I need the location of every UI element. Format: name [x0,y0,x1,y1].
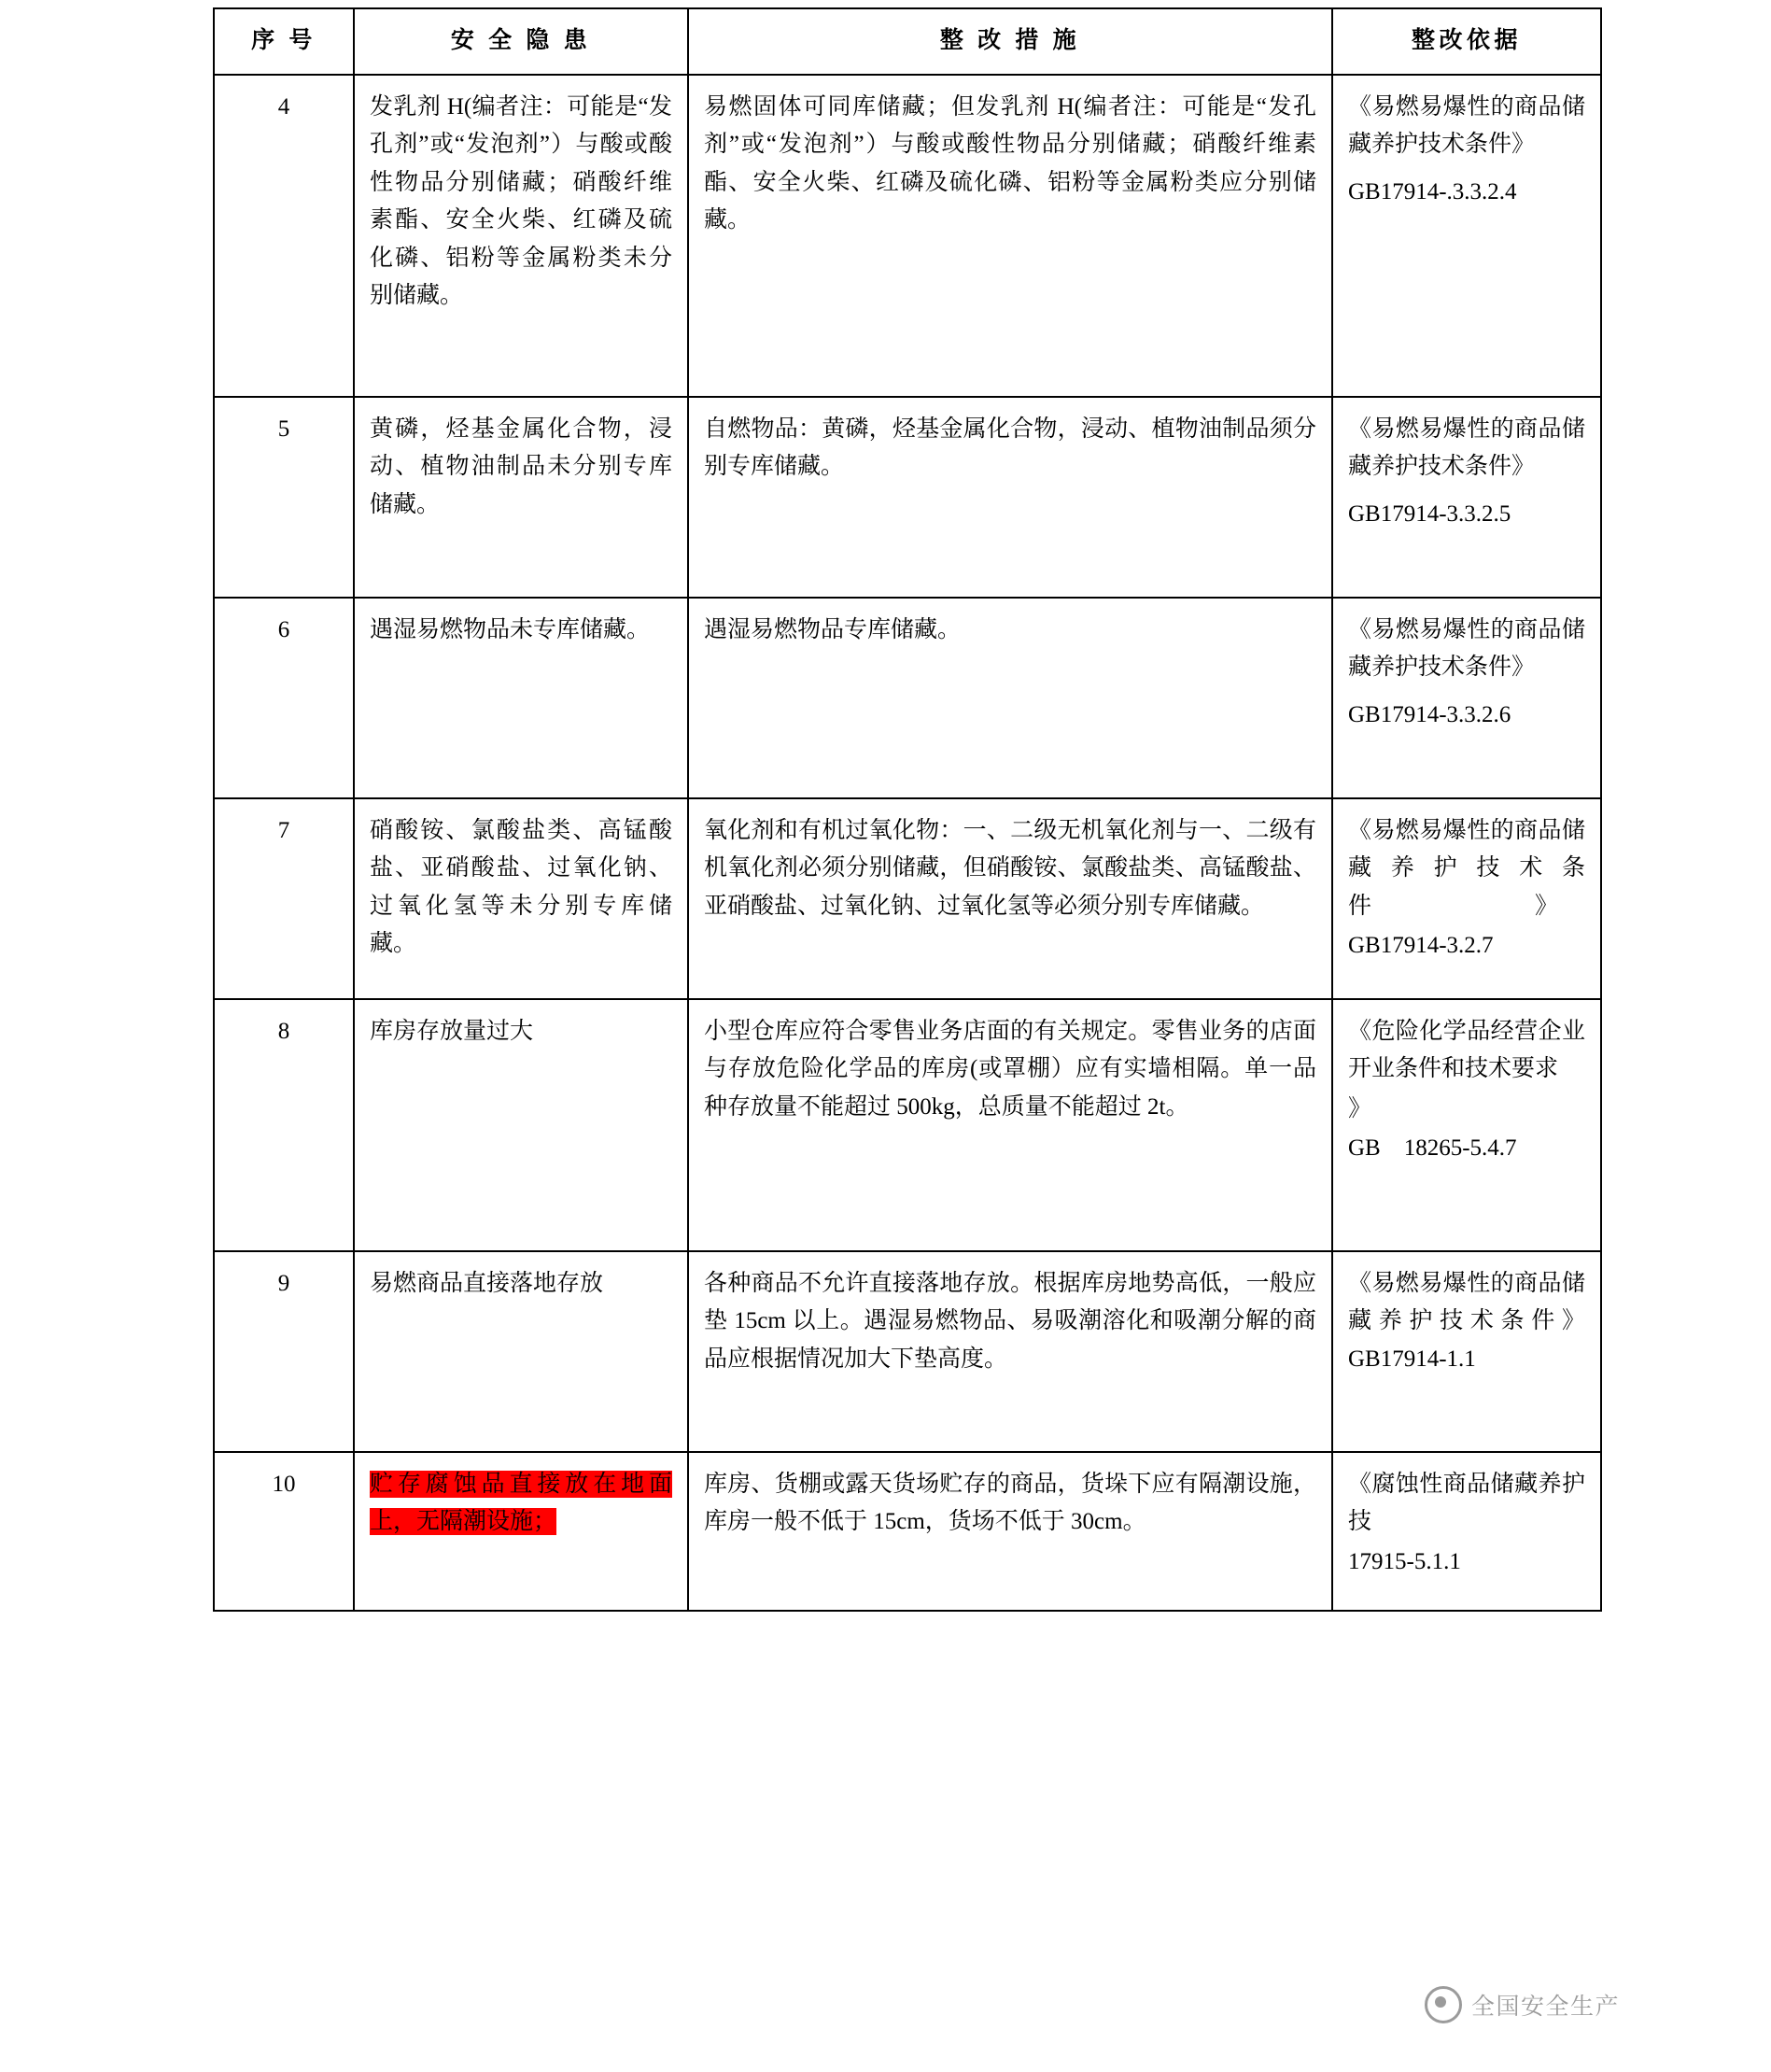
table-row [214,1251,1601,1452]
table-row [214,397,1601,598]
row-hazard [354,598,688,798]
row-number: 10 [214,1452,354,1611]
measure-text: 易燃固体可同库储藏；但发乳剂 H(编者注：可能是“发孔剂”或“发泡剂”）与酸或酸性物品分别储藏；硝酸纤维素酯、安全火柴、红磷及硫化磷、铝粉等金属粉类应分别储藏。 [704,93,1316,233]
basis-code: GB17914-3.3.2.5 [1348,500,1511,527]
row-measure [688,397,1332,598]
basis-title: 《腐蚀性商品储藏养护技 [1348,1471,1585,1534]
hazard-text: 库房存放量过大 [370,1018,534,1044]
measure-text: 氧化剂和有机过氧化物：一、二级无机氧化剂与一、二级有机氧化剂必须分别储藏，但硝酸铵、氯酸盐类、高锰酸盐、亚硝酸盐、过氧化钠、过氧化氢等必须分别专库储藏。 [704,817,1316,919]
row-hazard [354,397,688,598]
hazard-text: 硝酸铵、氯酸盐类、高锰酸盐、亚硝酸盐、过氧化钠、过氧化氢等未分别专库储藏。 [370,817,672,956]
row-basis [1332,798,1601,999]
row-measure [688,1452,1332,1611]
row-hazard [354,1452,688,1611]
row-measure [688,798,1332,999]
hazard-text-highlight [370,1466,672,1542]
measure-text: 小型仓库应符合零售业务店面的有关规定。零售业务的店面与存放危险化学品的库房(或罩棚）应有实墙相隔。单一品种存放量不能超过 500kg，总质量不能超过 2t。 [704,1018,1316,1120]
watermark [1425,1986,1620,2023]
header-cell-hazard: 安 全 隐 患 [354,8,688,75]
row-number: 8 [214,999,354,1251]
measure-text: 库房、货棚或露天货场贮存的商品，货垛下应有隔潮设施，库房一般不低于 15cm，货场不低于 30cm。 [704,1471,1316,1534]
row-basis [1332,598,1601,798]
row-measure [688,598,1332,798]
highlight-mark: 贮存腐蚀品直接放在地面上，无隔潮设施； [370,1471,672,1534]
basis-code: GB 18265-5.4.7 [1348,1135,1517,1161]
safety-hazard-table [213,7,1602,1612]
row-hazard [354,999,688,1251]
basis-title: 《易燃易爆性的商品储藏养护技术条件 》 [1348,817,1585,919]
basis-title: 《易燃易爆性的商品储藏养护技术条件》 [1348,616,1585,680]
hazard-text: 遇湿易燃物品未专库储藏。 [370,616,651,642]
row-basis [1332,397,1601,598]
row-number: 6 [214,598,354,798]
basis-title: 《危险化学品经营企业开业条件和技术要求 [1348,1018,1585,1081]
header-cell-basis: 整改依据 [1332,8,1601,75]
row-basis [1332,75,1601,397]
basis-title: 《易燃易爆性的商品储藏养护技术条件》GB17914-1.1 [1348,1270,1585,1372]
header-cell-measure: 整 改 措 施 [688,8,1332,75]
table-row [214,1452,1601,1611]
table-row [214,999,1601,1251]
row-hazard [354,1251,688,1452]
hazard-text: 黄磷，烃基金属化合物，浸动、植物油制品未分别专库储藏。 [370,416,672,517]
basis-title-end: 》 [1348,1095,1372,1121]
basis-title: 《易燃易爆性的商品储藏养护技术条件》 [1348,416,1585,479]
row-measure [688,999,1332,1251]
row-hazard [354,798,688,999]
row-measure [688,1251,1332,1452]
row-number: 4 [214,75,354,397]
row-number: 9 [214,1251,354,1452]
table-row [214,598,1601,798]
table-row [214,798,1601,999]
row-hazard [354,75,688,397]
measure-text: 各种商品不允许直接落地存放。根据库房地势高低，一般应垫 15cm 以上。遇湿易燃物品、易吸潮溶化和吸潮分解的商品应根据情况加大下垫高度。 [704,1270,1316,1372]
hazard-text: 易燃商品直接落地存放 [370,1270,604,1296]
row-number: 5 [214,397,354,598]
basis-title: 《易燃易爆性的商品储藏养护技术条件》 [1348,93,1585,157]
header-cell-no: 序 号 [214,8,354,75]
table-row [214,75,1601,397]
measure-text: 遇湿易燃物品专库储藏。 [704,616,962,642]
table-body [214,75,1601,1611]
measure-text: 自燃物品：黄磷，烃基金属化合物，浸动、植物油制品须分别专库储藏。 [704,416,1316,479]
basis-code: 17915-5.1.1 [1348,1548,1461,1574]
row-basis [1332,1251,1601,1452]
basis-code: GB17914-3.3.2.6 [1348,701,1511,727]
row-number: 7 [214,798,354,999]
row-basis [1332,999,1601,1251]
basis-code: GB17914-.3.3.2.4 [1348,178,1517,204]
row-measure [688,75,1332,397]
watermark-logo-icon [1425,1986,1462,2023]
document-page [0,7,1771,2072]
basis-code: GB17914-3.2.7 [1348,933,1494,958]
watermark-label: 全国安全生产 [1470,1994,1620,2020]
hazard-text: 发乳剂 H(编者注：可能是“发孔剂”或“发泡剂”）与酸或酸性物品分别储藏；硝酸纤维素酯、安全火柴、红磷及硫化磷、铝粉等金属粉类未分别储藏。 [370,93,672,308]
row-basis [1332,1452,1601,1611]
table-header [214,8,1601,75]
table-header-row [214,8,1601,75]
